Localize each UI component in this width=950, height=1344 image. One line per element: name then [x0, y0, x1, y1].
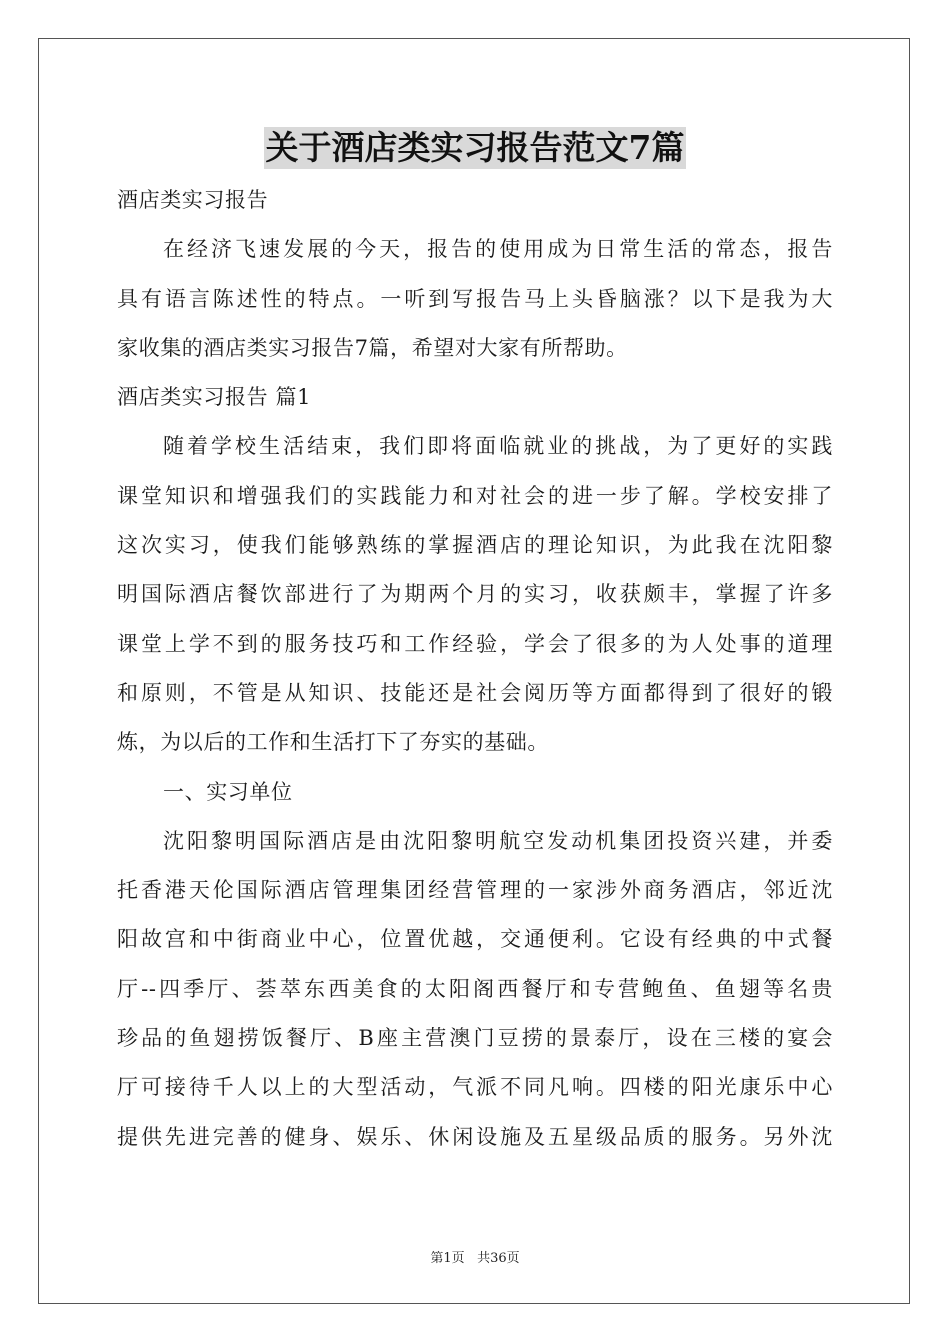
text-line: 珍品的鱼翅捞饭餐厅、B座主营澳门豆捞的景泰厅，设在三楼的宴会: [117, 1026, 833, 1051]
text-line: 酒店类实习报告: [117, 188, 269, 212]
text-line: 阳故宫和中街商业中心，位置优越，交通便利。它设有经典的中式餐: [117, 927, 833, 952]
page-total: 共36页: [477, 1251, 520, 1266]
text-line: 这次实习，使我们能够熟练的掌握酒店的理论知识，为此我在沈阳黎: [117, 533, 833, 558]
text-line: 随着学校生活结束，我们即将面临就业的挑战，为了更好的实践: [163, 434, 833, 459]
text-line: 明国际酒店餐饮部进行了为期两个月的实习，收获颇丰，掌握了许多: [117, 582, 833, 607]
text-line: 厅可接待千人以上的大型活动，气派不同凡响。四楼的阳光康乐中心: [117, 1075, 833, 1100]
document-body: [117, 176, 833, 1162]
text-line: 和原则，不管是从知识、技能还是社会阅历等方面都得到了很好的锻: [117, 680, 833, 705]
document-title: 关于酒店类实习报告范文7篇: [265, 128, 685, 167]
text-line: 在经济飞速发展的今天，报告的使用成为日常生活的常态，报告: [163, 237, 833, 262]
text-line: 厅--四季厅、荟萃东西美食的太阳阁西餐厅和专营鲍鱼、鱼翅等名贵: [117, 976, 833, 1001]
page-number: 第1页: [430, 1251, 465, 1266]
text-line: 托香港天伦国际酒店管理集团经营管理的一家涉外商务酒店，邻近沈: [117, 878, 833, 903]
page-footer: [0, 1247, 950, 1266]
text-line: 炼，为以后的工作和生活打下了夯实的基础。: [117, 730, 549, 755]
text-line: 课堂知识和增强我们的实践能力和对社会的进一步了解。学校安排了: [117, 483, 833, 508]
text-line: 沈阳黎明国际酒店是由沈阳黎明航空发动机集团投资兴建，并委: [163, 828, 833, 853]
text-line: 课堂上学不到的服务技巧和工作经验，学会了很多的为人处事的道理: [117, 631, 833, 656]
text-line: 酒店类实习报告 篇1: [117, 385, 312, 410]
text-line: 家收集的酒店类实习报告7篇，希望对大家有所帮助。: [117, 335, 628, 360]
text-line: 一、实习单位: [163, 779, 293, 804]
text-line: 具有语言陈述性的特点。一听到写报告马上头昏脑涨？以下是我为大: [117, 286, 833, 311]
text-line: 提供先进完善的健身、娱乐、休闲设施及五星级品质的服务。另外沈: [117, 1124, 833, 1149]
title-container: [0, 127, 950, 169]
